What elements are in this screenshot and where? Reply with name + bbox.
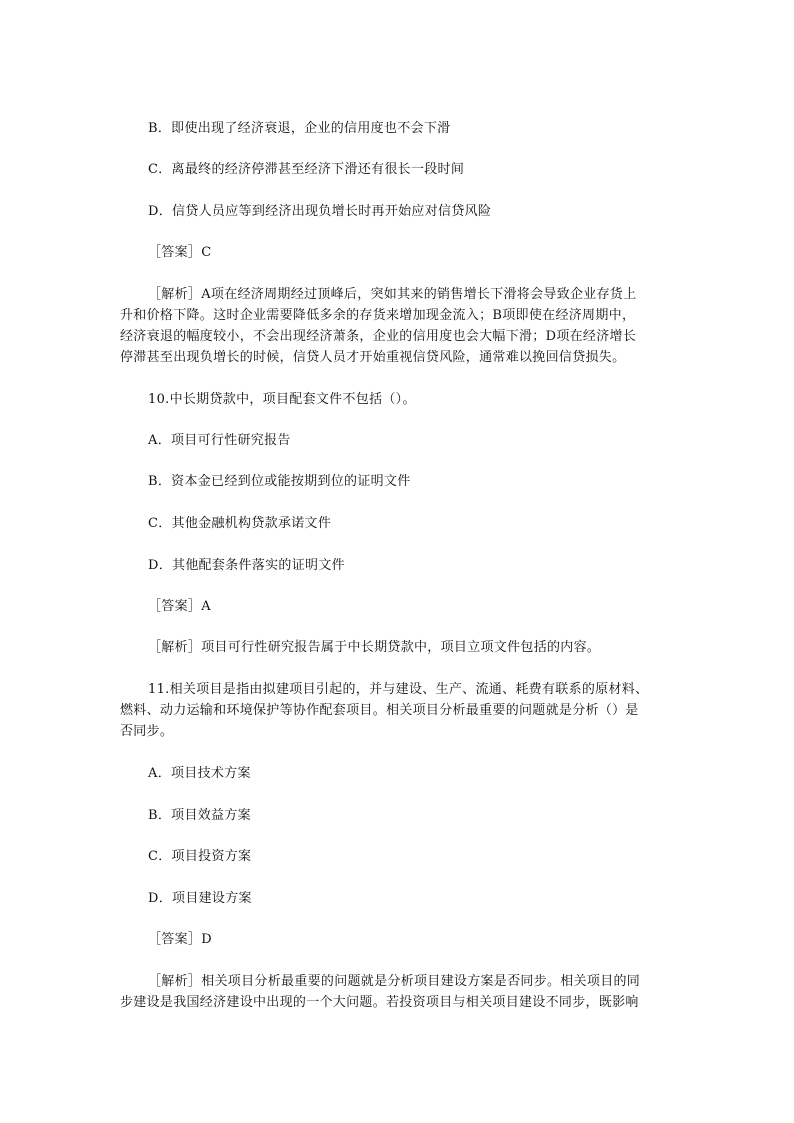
- q10-question: 10.中长期贷款中，项目配套文件不包括（）。: [148, 392, 416, 407]
- q11-option-b: B．项目效益方案: [148, 808, 251, 823]
- q11-answer: ［答案］D: [148, 932, 212, 947]
- q11-question-line: 11.相关项目是指由拟建项目引起的，并与建设、生产、流通、耗费有联系的原材料、: [148, 682, 649, 697]
- q9-option-c: C．离最终的经济停滞甚至经济下滑还有很长一段时间: [148, 162, 465, 177]
- q9-option-d: D．信贷人员应等到经济出现负增长时再开始应对信贷风险: [148, 204, 492, 219]
- q10-answer: ［答案］A: [148, 599, 211, 614]
- q11-option-c: C．项目投资方案: [148, 849, 252, 864]
- q10-option-b: B．资本金已经到位或能按期到位的证明文件: [148, 474, 411, 489]
- q9-analysis-line: 停滞甚至出现负增长的时候，信贷人员才开始重视信贷风险，通常难以挽回信贷损失。: [120, 350, 626, 365]
- q11-analysis-line: 步建设是我国经济建设中出现的一个大问题。若投资项目与相关项目建设不同步，既影响: [120, 995, 639, 1010]
- q11-question-line: 燃料、动力运输和环境保护等协作配套项目。相关项目分析最重要的问题就是分析（）是: [120, 703, 639, 718]
- q10-option-a: A．项目可行性研究报告: [148, 433, 291, 448]
- q10-option-c: C．其他金融机构贷款承诺文件: [148, 516, 332, 531]
- q9-answer: ［答案］C: [148, 245, 212, 260]
- q11-option-a: A．项目技术方案: [148, 766, 251, 781]
- q9-analysis-line: ［解析］A项在经济周期经过顶峰后，突如其来的销售增长下滑将会导致企业存货上: [148, 287, 637, 302]
- q11-analysis: [120, 971, 676, 1013]
- q9-analysis: [120, 284, 676, 368]
- q11-question: [120, 679, 676, 742]
- q10-analysis: ［解析］项目可行性研究报告属于中长期贷款中，项目立项文件包括的内容。: [148, 640, 601, 655]
- q9-analysis-line: 升和价格下降。这时企业需要降低多余的存货来增加现金流入；B项即使在经济周期中，: [120, 308, 636, 323]
- q11-option-d: D．项目建设方案: [148, 891, 252, 906]
- q9-option-b: B．即使出现了经济衰退，企业的信用度也不会下滑: [148, 121, 451, 136]
- q9-analysis-line: 经济衰退的幅度较小，不会出现经济萧条，企业的信用度也会大幅下滑；D项在经济增长: [120, 329, 637, 344]
- q11-analysis-line: ［解析］相关项目分析最重要的问题就是分析项目建设方案是否同步。相关项目的同: [148, 974, 641, 989]
- q10-option-d: D．其他配套条件落实的证明文件: [148, 558, 345, 573]
- q11-question-line: 否同步。: [120, 724, 174, 739]
